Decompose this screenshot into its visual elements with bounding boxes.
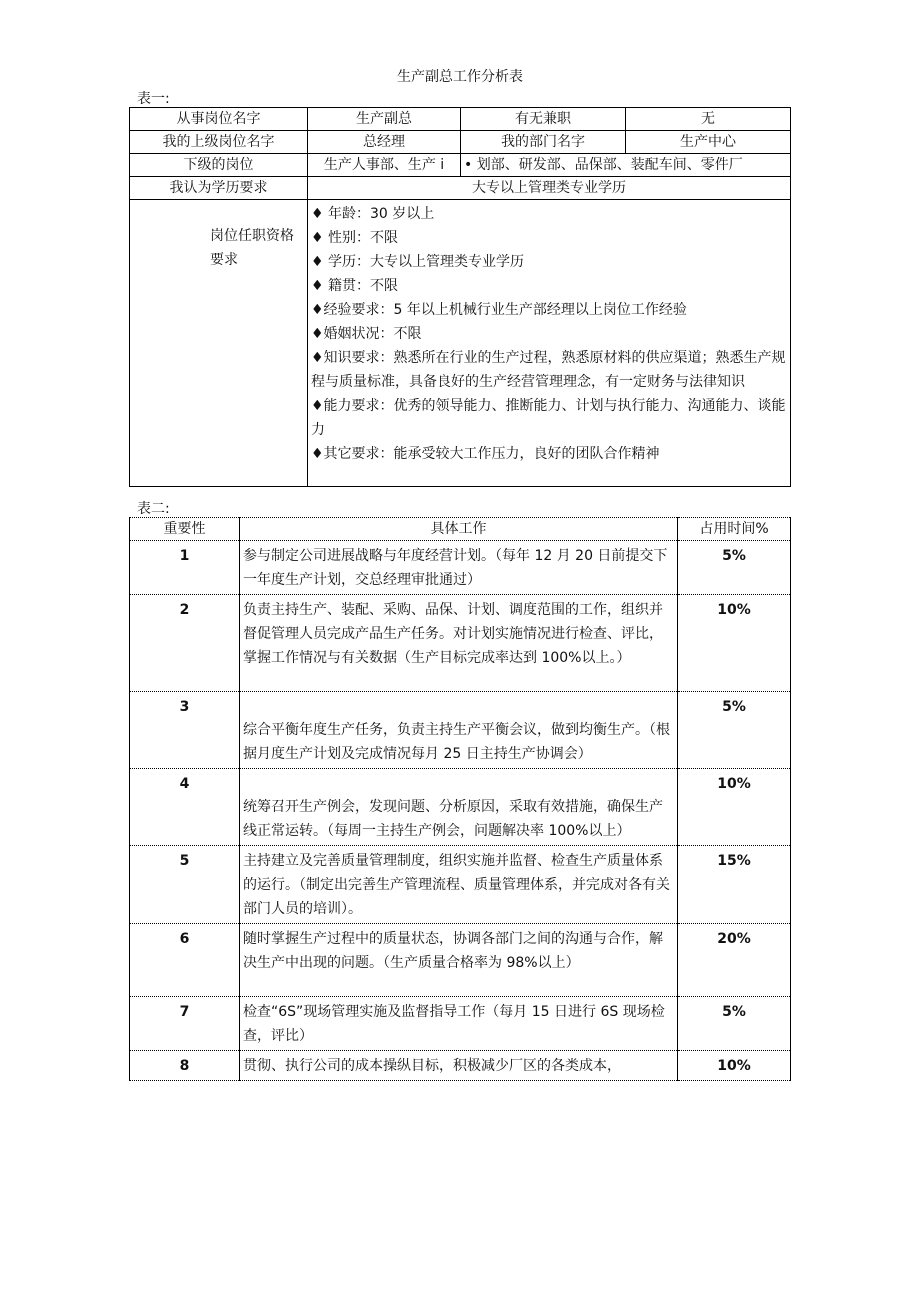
job-info-table [129,107,791,487]
table-row [130,1051,791,1081]
subordinate-value-part1: 生产人事部、生产 i [308,154,461,177]
qualification-label: 岗位任职资格要求 [130,200,308,487]
concurrent-label: 有无兼职 [461,108,626,131]
work-cell: 统筹召开生产例会，发现问题、分析原因，采取有效措施，确保生产线正常运转。（每周一主持生产例会，问题解决率 100%以上） [240,769,678,846]
qualification-item: ♦ 学历：大专以上管理类专业学历 [311,254,525,270]
subordinate-value-part2: • 划部、研发部、品保部、装配车间、零件厂 [461,154,791,177]
header-importance: 重要性 [130,518,240,541]
position-name-value: 生产副总 [308,108,461,131]
qualification-item: ♦能力要求：优秀的领导能力、推断能力、计划与执行能力、沟通能力、谈能力 [311,398,786,438]
work-cell: 负责主持生产、装配、采购、品保、计划、调度范围的工作，组织并督促管理人员完成产品生产任务。对计划实施情况进行检查、评比，掌握工作情况与有关数据（生产目标完成率达到 100%以上。） [240,595,678,692]
table-row [130,200,791,487]
time-cell: 5% [678,692,791,769]
table-row [130,997,791,1051]
work-cell: 综合平衡年度生产任务，负责主持生产平衡会议，做到均衡生产。（根据月度生产计划及完成情况每月 25 日主持生产协调会） [240,692,678,769]
importance-cell: 6 [130,924,240,997]
qualification-item: ♦经验要求：5 年以上机械行业生产部经理以上岗位工作经验 [311,302,687,318]
importance-cell: 7 [130,997,240,1051]
document-title: 生产副总工作分析表 [397,69,523,85]
superior-label: 我的上级岗位名字 [130,131,308,154]
work-cell: 主持建立及完善质量管理制度，组织实施并监督、检查生产质量体系的运行。（制定出完善生产管理流程、质量管理体系，并完成对各有关部门人员的培训）。 [240,846,678,924]
table-row [130,541,791,595]
department-label: 我的部门名字 [461,131,626,154]
importance-cell: 5 [130,846,240,924]
table-row [130,846,791,924]
concurrent-value: 无 [626,108,791,131]
qualification-item: ♦ 性别：不限 [311,230,399,246]
importance-cell: 3 [130,692,240,769]
time-cell: 5% [678,541,791,595]
table-row [130,131,791,154]
time-cell: 15% [678,846,791,924]
time-cell: 10% [678,1051,791,1081]
header-work: 具体工作 [240,518,678,541]
table-row [130,108,791,131]
time-cell: 10% [678,595,791,692]
qualification-item: ♦知识要求：熟悉所在行业的生产过程，熟悉原材料的供应渠道；熟悉生产规程与质量标准，具备良好的生产经营管理理念，有一定财务与法律知识 [311,350,786,390]
importance-cell: 8 [130,1051,240,1081]
work-cell: 参与制定公司进展战略与年度经营计划。（每年 12 月 20 日前提交下一年度生产计划，交总经理审批通过） [240,541,678,595]
importance-cell: 2 [130,595,240,692]
qualification-item: ♦婚姻状况：不限 [311,326,422,342]
work-cell: 检查“6S”现场管理实施及监督指导工作（每月 15 日进行 6S 现场检查，评比） [240,997,678,1051]
education-label: 我认为学历要求 [130,177,308,200]
table-row [130,177,791,200]
work-cell: 随时掌握生产过程中的质量状态，协调各部门之间的沟通与合作，解决生产中出现的问题。（生产质量合格率为 98%以上） [240,924,678,997]
position-name-label: 从事岗位名字 [130,108,308,131]
qualification-item: ♦ 籍贯：不限 [311,278,399,294]
work-cell: 贯彻、执行公司的成本操纵目标，积极减少厂区的各类成本， [240,1051,678,1081]
time-cell: 20% [678,924,791,997]
header-time: 占用时间% [678,518,791,541]
time-cell: 5% [678,997,791,1051]
table-row [130,924,791,997]
job-duties-table [129,517,791,1081]
superior-value: 总经理 [308,131,461,154]
table2-label: 表二: [137,501,170,517]
importance-cell: 4 [130,769,240,846]
education-value: 大专以上管理类专业学历 [308,177,791,200]
qualification-list [308,200,791,487]
department-value: 生产中心 [626,131,791,154]
table-row [130,769,791,846]
time-cell: 10% [678,769,791,846]
table1-label: 表一: [137,91,170,107]
table-row [130,154,791,177]
subordinate-label: 下级的岗位 [130,154,308,177]
table-row [130,692,791,769]
table-header-row [130,518,791,541]
qualification-item: ♦ 年龄：30 岁以上 [311,206,435,222]
importance-cell: 1 [130,541,240,595]
qualification-item: ♦其它要求：能承受较大工作压力，良好的团队合作精神 [311,446,660,462]
table-row [130,595,791,692]
